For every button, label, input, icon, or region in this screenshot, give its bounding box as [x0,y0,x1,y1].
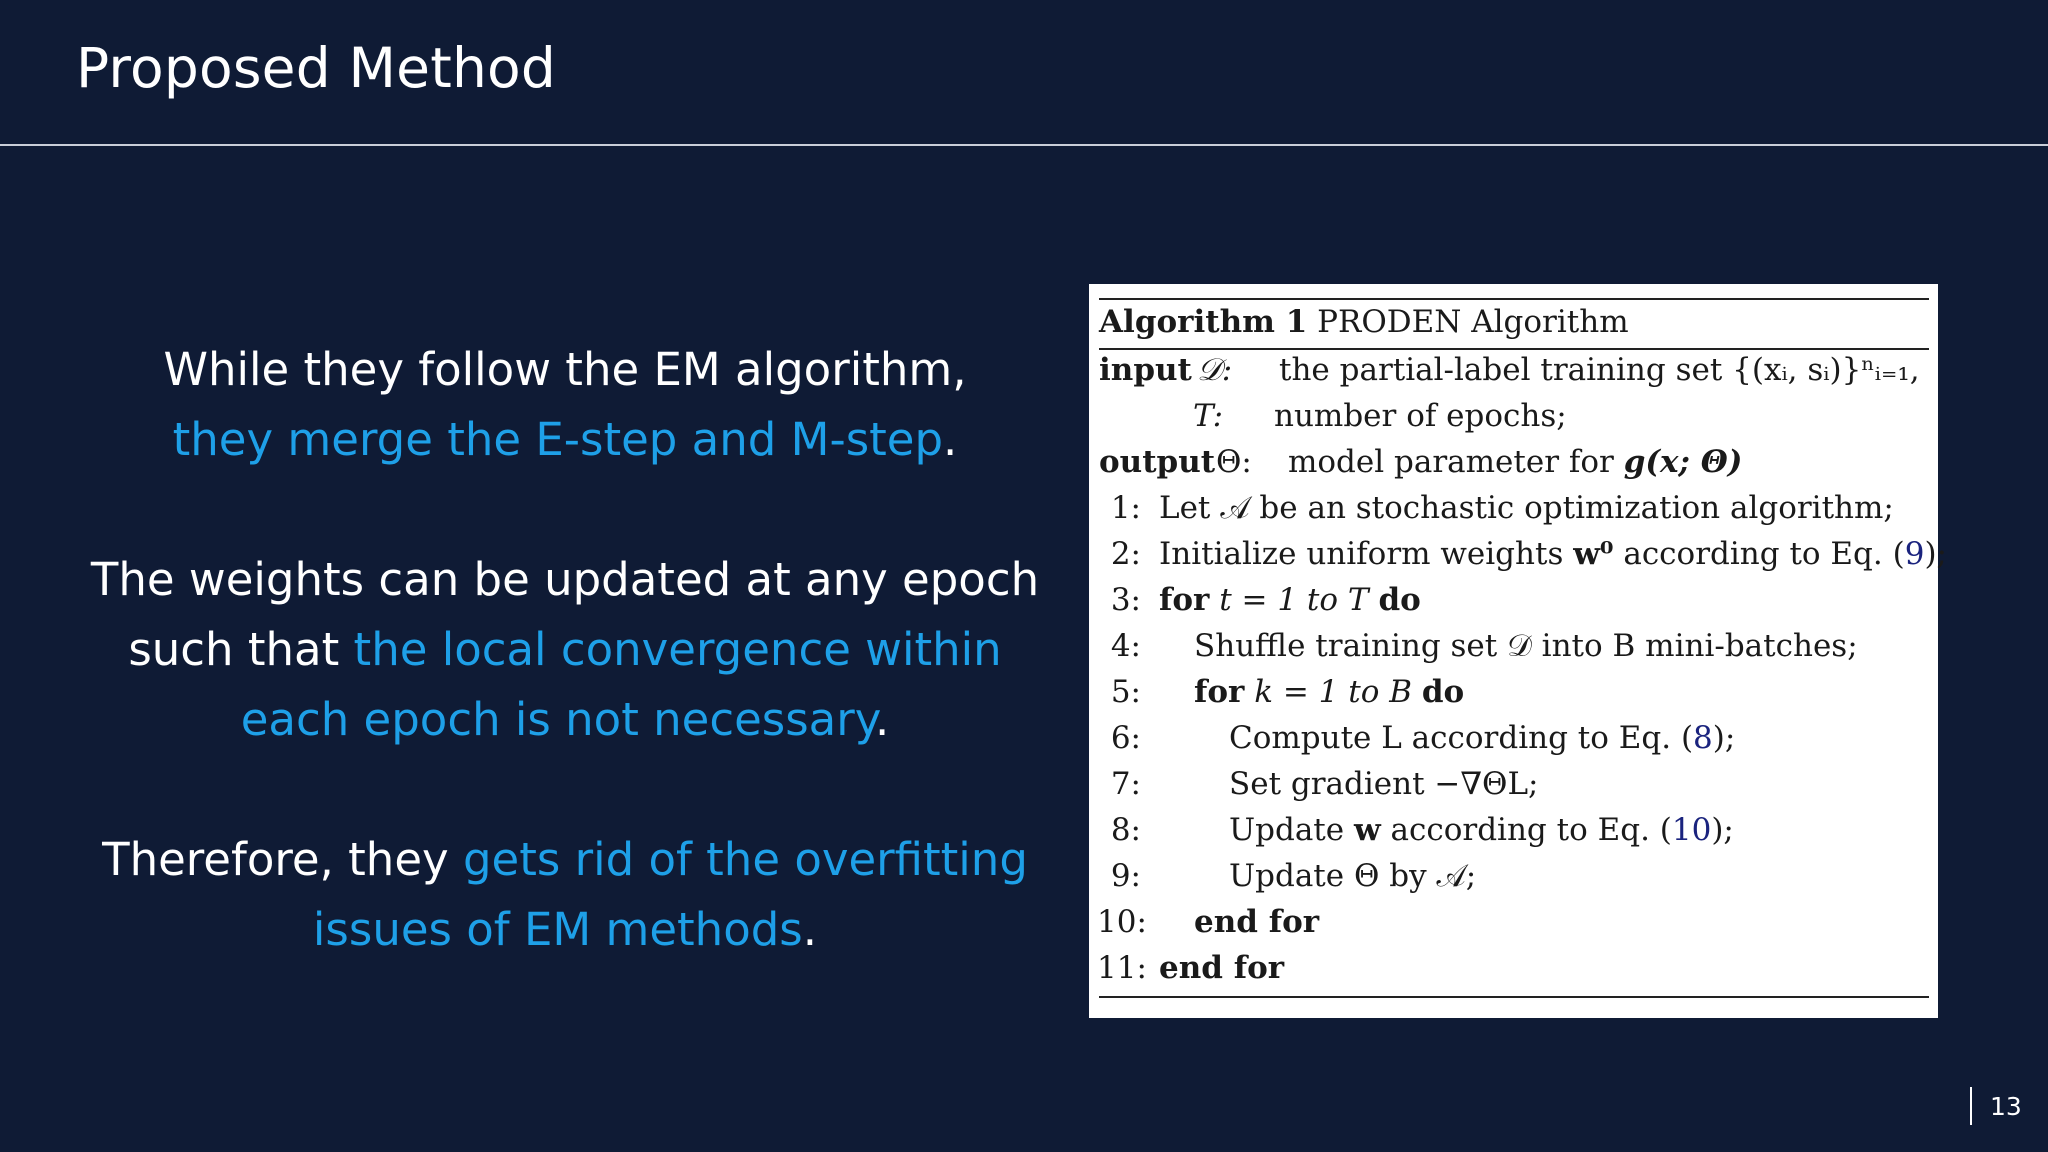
left-text-block [70,335,1060,965]
step-number: 6: [1110,720,1141,756]
step-number: 11: [1097,950,1147,986]
step-text [1194,627,1858,665]
algorithm-top-rule [1099,298,1929,300]
step-kw: end for [1194,904,1320,940]
slide-title: Proposed Method [76,36,556,100]
step-kw1: for [1194,674,1245,710]
step-text [1194,673,1464,711]
step-number: 7: [1110,766,1141,802]
step-text [1159,535,1947,573]
algorithm-bottom-rule [1099,996,1929,998]
step-pre: Shuffle training set 𝒟 into B mini-batches; [1194,628,1858,664]
algorithm-input-t-text: number of epochs; [1274,398,1567,434]
step-text [1229,765,1539,803]
step-ref: 10 [1671,812,1712,848]
step-mid: t = 1 to T [1209,582,1379,618]
step-number: 3: [1110,582,1141,618]
step-kw1: for [1159,582,1210,618]
step-ref: 9 [1904,536,1925,572]
paragraph-overfitting [70,825,1060,965]
step-kw2: do [1421,674,1465,710]
algorithm-name: PRODEN Algorithm [1317,304,1629,340]
step-text [1229,719,1735,757]
paragraph-epoch-update [70,545,1060,755]
step-bold: w⁰ [1573,536,1614,572]
step-number: 10: [1097,904,1147,940]
paragraph-1-highlight: they merge the E-step and M-step [172,413,944,466]
step-text [1194,903,1319,941]
paragraph-2-end: . [874,693,890,746]
step-bold: w [1353,812,1381,848]
algorithm-output-label: output [1099,444,1216,480]
step-end: ); [1712,720,1736,756]
step-number: 5: [1110,674,1141,710]
step-number: 1: [1110,490,1141,526]
step-text [1229,857,1476,895]
step-pre: Set gradient −∇ΘL; [1229,766,1539,802]
step-post: according to Eq. ( [1613,536,1905,572]
algorithm-label: Algorithm 1 [1099,304,1308,340]
step-pre: Compute L according to Eq. ( [1229,720,1694,756]
step-text [1159,581,1421,619]
paragraph-2-plain: The weights can be updated at any epoch such that [90,553,1040,676]
step-ref: 8 [1693,720,1713,756]
algorithm-input-d-symbol: 𝒟: [1197,352,1233,388]
paragraph-1-end: . [943,413,958,466]
algorithm-input-t-symbol: T: [1193,398,1224,434]
algorithm-output-text-pre: model parameter for [1288,444,1614,480]
step-end: ); [1924,536,1947,572]
step-number: 8: [1110,812,1141,848]
step-number: 9: [1110,858,1141,894]
page-number: 13 [1990,1092,2022,1121]
paragraph-2-highlight: the local convergence within each epoch is not necessary [240,623,1002,746]
algorithm-caption-rule [1099,348,1929,350]
algorithm-input-label: input [1099,352,1192,388]
algorithm-output-text [1288,443,1742,481]
step-kw2: do [1378,582,1421,618]
step-text [1159,489,1894,527]
step-text [1229,811,1734,849]
paragraph-3-end: . [802,903,818,956]
algorithm-box [1089,284,1947,1018]
step-number: 4: [1110,628,1141,664]
step-text [1159,949,1284,987]
paragraph-3-highlight: gets rid of the overfitting issues of EM methods [312,833,1028,956]
algorithm-output-function: g(x; Θ) [1623,444,1743,480]
paragraph-em-merge [70,335,1060,475]
step-pre: Let 𝒜 be an stochastic optimization algorithm; [1159,490,1894,526]
step-number: 2: [1110,536,1141,572]
step-pre: Update Θ by 𝒜; [1229,858,1477,894]
step-end: ); [1711,812,1734,848]
algorithm-caption [1099,303,1629,341]
paragraph-1-plain: While they follow the EM algorithm, [163,343,967,396]
step-post: according to Eq. ( [1380,812,1672,848]
step-kw: end for [1159,950,1285,986]
paragraph-3-plain: Therefore, they [102,833,449,886]
algorithm-output-symbol: Θ: [1216,444,1252,480]
step-pre: Initialize uniform weights [1159,536,1574,572]
page-separator [1970,1087,1972,1125]
step-mid: k = 1 to B [1244,674,1422,710]
step-pre: Update [1229,812,1354,848]
algorithm-input-d-text: the partial-label training set {(xᵢ, sᵢ)}ⁿᵢ₌₁, [1279,352,1920,388]
title-divider [0,144,2048,146]
